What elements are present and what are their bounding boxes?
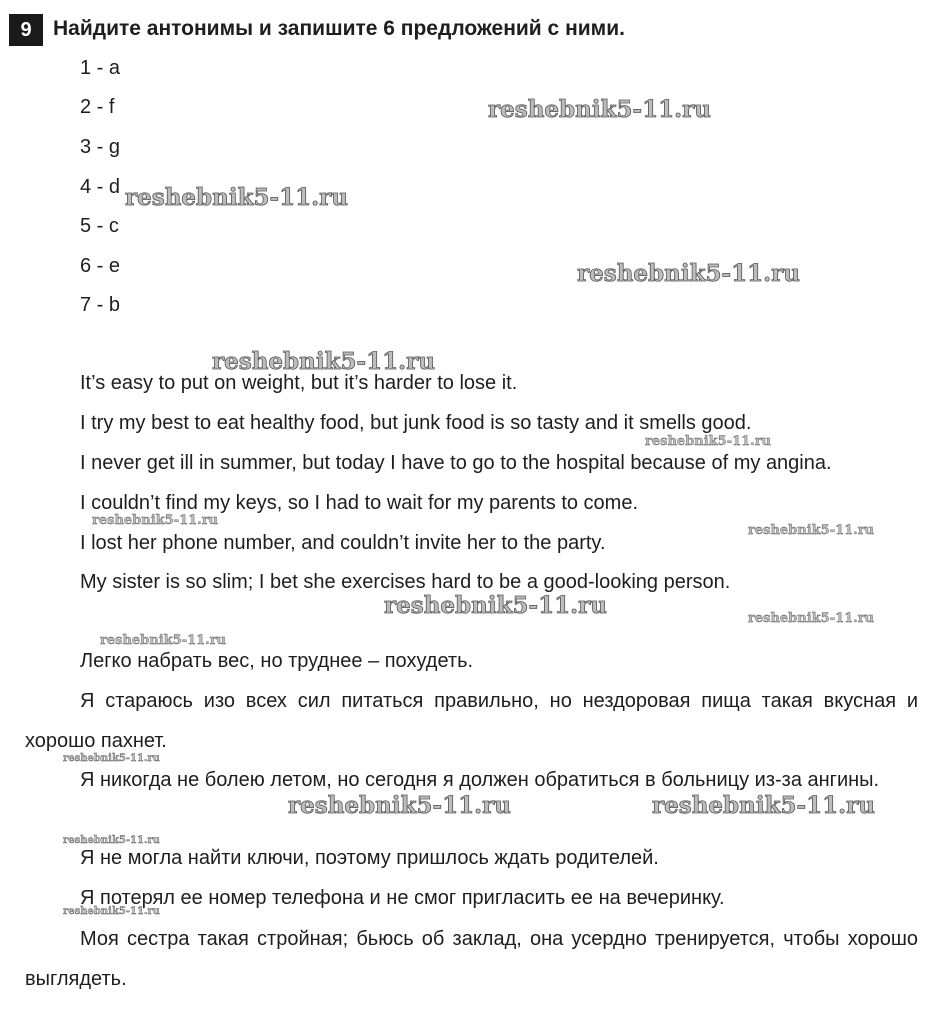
watermark: reshebnik5-11.ru	[384, 592, 607, 619]
watermark: reshebnik5-11.ru	[125, 184, 348, 211]
watermark: reshebnik5-11.ru	[652, 792, 875, 819]
russian-sentence: Я не могла найти ключи, поэтому пришлось ждать родителей.	[80, 847, 659, 869]
match-item: 4 - d	[80, 176, 121, 198]
task-title: Найдите антонимы и запишите 6 предложений с ними.	[53, 17, 625, 40]
watermark: reshebnik5-11.ru	[748, 611, 875, 626]
match-item: 2 - f	[80, 96, 115, 118]
watermark: reshebnik5-11.ru	[645, 434, 772, 449]
watermark: reshebnik5-11.ru	[92, 513, 219, 528]
russian-sentence: Я потерял ее номер телефона и не смог пригласить ее на вечеринку.	[80, 887, 725, 909]
watermark: reshebnik5-11.ru	[63, 835, 160, 846]
english-sentence: My sister is so slim; I bet she exercises hard to be a good-looking person.	[80, 571, 731, 593]
task-number-badge: 9	[9, 14, 43, 46]
english-sentence: I try my best to eat healthy food, but junk food is so tasty and it smells good.	[80, 412, 752, 434]
english-sentence: It’s easy to put on weight, but it’s harder to lose it.	[80, 372, 518, 394]
match-item: 6 - e	[80, 255, 121, 277]
watermark: reshebnik5-11.ru	[63, 753, 160, 764]
russian-sentence: Легко набрать вес, но труднее – похудеть.	[80, 650, 474, 672]
watermark: reshebnik5-11.ru	[748, 523, 875, 538]
russian-sentence: Моя сестра такая стройная; бьюсь об заклад, она усердно тренируется, чтобы хорошо выглядеть.	[25, 928, 918, 990]
watermark: reshebnik5-11.ru	[212, 348, 435, 375]
match-item: 5 - c	[80, 215, 119, 237]
english-sentence: I never get ill in summer, but today I have to go to the hospital because of my angina.	[80, 452, 832, 474]
watermark: reshebnik5-11.ru	[577, 260, 800, 287]
match-item: 1 - a	[80, 57, 121, 79]
watermark: reshebnik5-11.ru	[63, 906, 160, 917]
match-item: 7 - b	[80, 294, 121, 316]
english-sentence: I lost her phone number, and couldn’t invite her to the party.	[80, 532, 606, 554]
russian-sentence: Я никогда не болею летом, но сегодня я должен обратиться в больницу из-за ангины.	[80, 769, 880, 791]
russian-sentence: Я стараюсь изо всех сил питаться правильно, но нездоровая пища такая вкусная и хорошо пахнет.	[25, 690, 918, 752]
watermark: reshebnik5-11.ru	[100, 633, 227, 648]
watermark: reshebnik5-11.ru	[488, 96, 711, 123]
watermark: reshebnik5-11.ru	[288, 792, 511, 819]
english-sentence: I couldn’t find my keys, so I had to wait for my parents to come.	[80, 492, 639, 514]
match-item: 3 - g	[80, 136, 121, 158]
